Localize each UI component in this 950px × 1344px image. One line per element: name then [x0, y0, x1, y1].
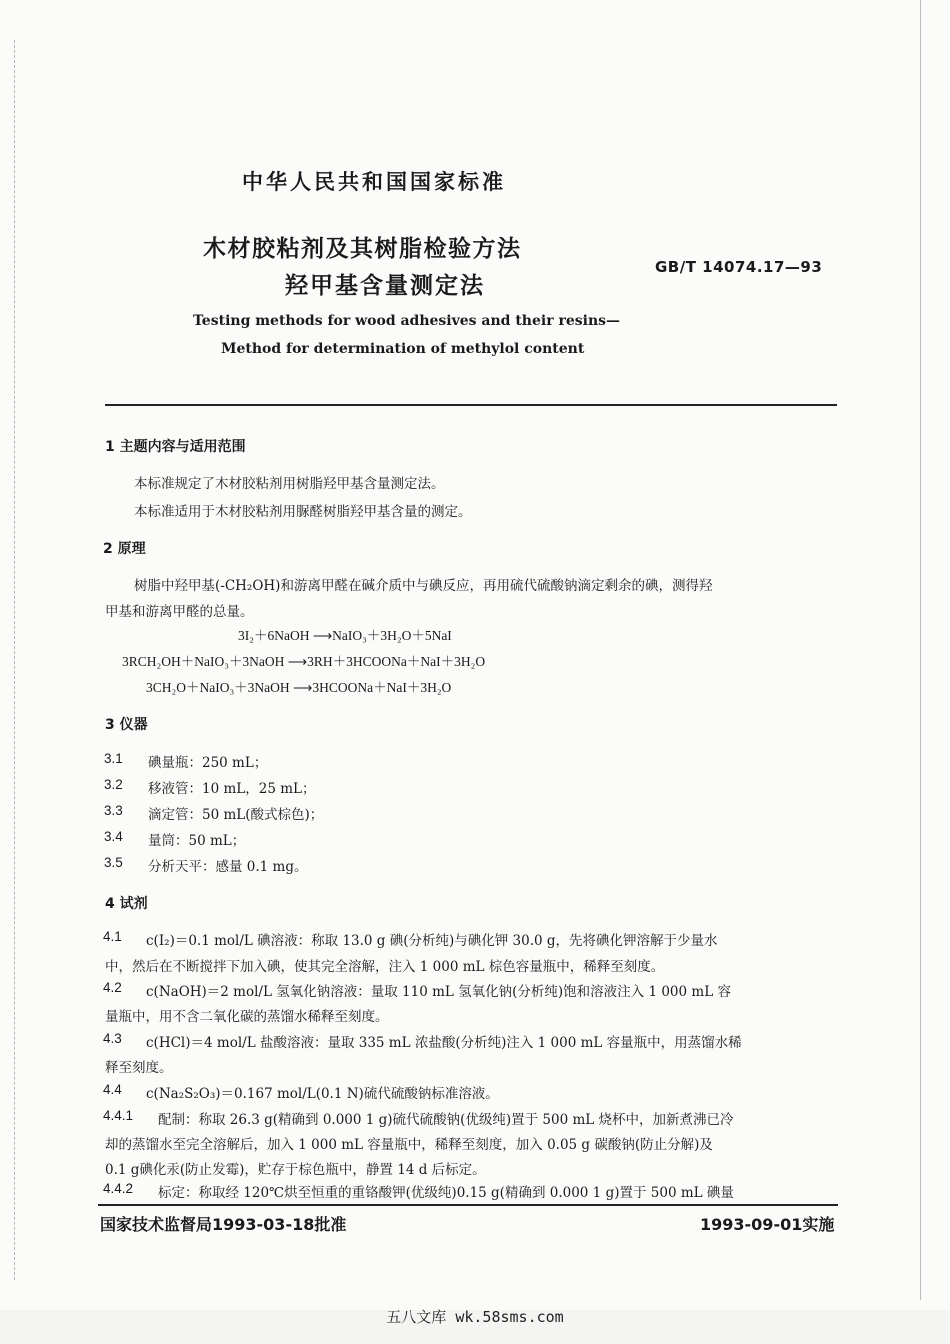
scan-edge-right [920, 0, 922, 1300]
item-3-3-text: 滴定管：50 mL(酸式棕色)； [148, 807, 324, 823]
item-4-1-line-2: 中，然后在不断搅拌下加入碘，使其完全溶解，注入 1 000 mL 棕色容量瓶中，稀释至刻度。 [105, 959, 665, 975]
item-4-4-2-number: 4.4.2 [103, 1181, 134, 1196]
country-standard-heading: 中华人民共和国国家标准 [242, 170, 506, 194]
item-4-2-line-1: c(NaOH)＝2 mol/L 氢氧化钠溶液：量取 110 mL 氢氧化钠(分析纯)饱和溶液注入 1 000 mL 容 [146, 984, 731, 1000]
item-4-4-line-1: c(Na₂S₂O₃)＝0.167 mol/L(0.1 N)硫代硫酸钠标准溶液。 [146, 1086, 499, 1102]
section-4-heading: 4 试剂 [105, 896, 148, 912]
item-4-3-line-2: 释至刻度。 [105, 1060, 173, 1076]
item-4-4-1-number: 4.4.1 [103, 1108, 134, 1123]
section-1-heading: 1 主题内容与适用范围 [105, 439, 246, 455]
equation-2: 3RCH₂OH＋NaIO₃＋3NaOH ⟶3RH＋3HCOONa＋NaI＋3H₂O [122, 654, 486, 669]
item-4-4-1-line-3: 0.1 g碘化汞(防止发霉)，贮存于棕色瓶中，静置 14 d 后标定。 [105, 1162, 486, 1178]
scan-edge-left [14, 40, 16, 1280]
section-3-heading: 3 仪器 [105, 717, 148, 733]
item-3-5-text: 分析天平：感量 0.1 mg。 [148, 859, 308, 875]
footer-rule [98, 1204, 838, 1206]
section-1-paragraph-1: 本标准规定了木材胶粘剂用树脂羟甲基含量测定法。 [134, 476, 445, 492]
item-4-4-1-line-1: 配制：称取 26.3 g(精确到 0.000 1 g)硫代硫酸钠(优级纯)置于 500 mL 烧杯中，加新煮沸已冷 [158, 1112, 734, 1128]
item-3-2-text: 移液管：10 mL，25 mL； [148, 781, 316, 797]
item-4-4-2-line-1: 标定：称取经 120℃烘至恒重的重铬酸钾(优级纯)0.15 g(精确到 0.000 1 g)置于 500 mL 碘量 [158, 1185, 734, 1201]
item-4-4-1-line-2: 却的蒸馏水至完全溶解后，加入 1 000 mL 容量瓶中，稀释至刻度，加入 0.05 g 碳酸钠(防止分解)及 [105, 1137, 713, 1153]
item-3-3-number: 3.3 [104, 803, 123, 818]
section-2-paragraph-line-1: 树脂中羟甲基(-CH₂OH)和游离甲醛在碱介质中与碘反应，再用硫代硫酸钠滴定剩余的碘，测得羟 [134, 578, 713, 594]
section-2-heading: 2 原理 [103, 541, 146, 557]
title-line-2: 羟甲基含量测定法 [285, 273, 485, 299]
item-3-1-number: 3.1 [104, 751, 123, 766]
english-title-line-2: Method for determination of methylol content [221, 341, 585, 357]
item-4-3-line-1: c(HCl)＝4 mol/L 盐酸溶液：量取 335 mL 浓盐酸(分析纯)注入 1 000 mL 容量瓶中，用蒸馏水稀 [146, 1035, 742, 1051]
header-rule [105, 404, 837, 406]
implementation-date: 1993-09-01实施 [700, 1215, 835, 1234]
approval-line: 国家技术监督局1993-03-18批准 [100, 1215, 347, 1234]
item-4-2-line-2: 量瓶中，用不含二氧化碳的蒸馏水稀释至刻度。 [105, 1009, 389, 1025]
item-3-1-text: 碘量瓶：250 mL； [148, 755, 268, 771]
equation-1: 3I₂＋6NaOH ⟶NaIO₃＋3H₂O＋5NaI [238, 628, 452, 643]
item-3-2-number: 3.2 [104, 777, 123, 792]
item-4-2-number: 4.2 [103, 980, 122, 995]
title-line-1: 木材胶粘剂及其树脂检验方法 [203, 236, 522, 262]
item-3-4-number: 3.4 [104, 829, 123, 844]
item-4-1-number: 4.1 [103, 929, 122, 944]
english-title-line-1: Testing methods for wood adhesives and their resins— [193, 313, 620, 329]
standard-code: GB/T 14074.17—93 [655, 258, 823, 276]
equation-3: 3CH₂O＋NaIO₃＋3NaOH ⟶3HCOONa＋NaI＋3H₂O [146, 680, 452, 695]
item-4-4-number: 4.4 [103, 1082, 122, 1097]
item-4-1-line-1: c(I₂)＝0.1 mol/L 碘溶液：称取 13.0 g 碘(分析纯)与碘化钾 30.0 g，先将碘化钾溶解于少量水 [146, 933, 718, 949]
item-3-5-number: 3.5 [104, 855, 123, 870]
site-watermark: 五八文库 wk.58sms.com [386, 1308, 564, 1326]
item-4-3-number: 4.3 [103, 1031, 122, 1046]
item-3-4-text: 量筒：50 mL； [148, 833, 246, 849]
section-2-paragraph-line-2: 甲基和游离甲醛的总量。 [105, 604, 254, 620]
section-1-paragraph-2: 本标准适用于木材胶粘剂用脲醛树脂羟甲基含量的测定。 [134, 504, 472, 520]
